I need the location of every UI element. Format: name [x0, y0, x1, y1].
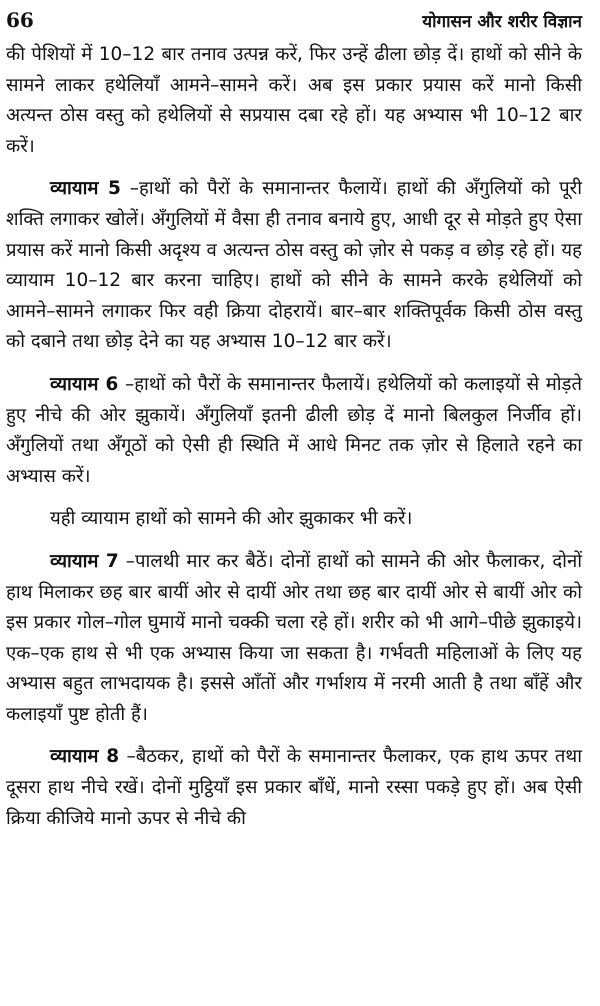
- paragraph-variation: [6, 504, 582, 535]
- paragraph-text: –हाथों को पैरों के समानान्तर फैलायें। हाथों की अँगुलियों को पूरी शक्ति लगाकर खोलें। अँगुलियों में वैसा ही तनाव बनाये हुए, आधी दूर से मोड़ते हुए ऐसा प्रयास करें मानो किसी अदृश्य व अत्यन्त ठोस वस्तु को ज़ोर से पकड़ व छोड़ रहे हों। यह व्यायाम 10–12 बार करना चाहिए। हाथों को सीने के सामने करके हथेलियों को आमने–सामने लगाकर फिर वही क्रिया दोहरायें। बार–बार शक्तिपूर्वक किसी ठोस वस्तु को दबाने तथा छोड़ देने का यह अभ्यास 10–12 बार करें।: [6, 178, 582, 353]
- paragraph-exercise-6: [6, 370, 582, 492]
- paragraph-exercise-8: [6, 742, 582, 834]
- body-text: [6, 40, 582, 834]
- paragraph-text: यही व्यायाम हाथों को सामने की ओर झुकाकर भी करें।: [50, 508, 413, 530]
- paragraph-text: की पेशियों में 10–12 बार तनाव उत्पन्न करें, फिर उन्हें ढीला छोड़ दें। हाथों को सीने के सामने लाकर हथेलियाँ आमने–सामने करें। अब इस प्रकार प्रयास करें मानो किसी अत्यन्त ठोस वस्तु को हथेलियों से सप्रयास दबा रहे हों। यह अभ्यास भी 10–12 बार करें।: [6, 44, 582, 157]
- page-number: 66: [6, 8, 34, 32]
- paragraph-exercise-7: [6, 547, 582, 731]
- paragraph-exercise-5: [6, 174, 582, 358]
- running-title: योगासन और शरीर विज्ञान: [422, 12, 582, 32]
- paragraph-continuation: [6, 40, 582, 162]
- exercise-label: व्यायाम 8: [50, 746, 120, 768]
- paragraph-text: –हाथों को पैरों के समानान्तर फैलायें। हथेलियों को कलाइयों से मोड़ते हुए नीचे की ओर झुकायें। अँगुलियाँ इतनी ढीली छोड़ दें मानो बिलकुल निर्जीव हों। अँगुलियों तथा अँगूठों को ऐसी ही स्थिति में आधे मिनट तक ज़ोर से हिलाते रहने का अभ्यास करें।: [6, 373, 583, 487]
- paragraph-text: –पालथी मार कर बैठें। दोनों हाथों को सामने की ओर फैलाकर, दोनों हाथ मिलाकर छह बार बायीं ओर से दायीं ओर तथा छह बार दायीं ओर से बायीं ओर को इस प्रकार गोल–गोल घुमायें मानो चक्की चला रहे हों। शरीर को भी आगे–पीछे झुकाइये। एक–एक हाथ से भी एक अभ्यास किया जा सकता है। गर्भवती महिलाओं के लिए यह अभ्यास बहुत लाभदायक है। इससे आँतों और गर्भाशय में नरमी आती है तथा बाँहें और कलाइयाँ पुष्ट होती हैं।: [6, 550, 583, 725]
- page-header: [6, 8, 582, 40]
- exercise-label: व्यायाम 7: [50, 550, 119, 572]
- exercise-label: व्यायाम 5: [50, 178, 121, 200]
- paragraph-text: –बैठकर, हाथों को पैरों के समानान्तर फैलाकर, एक हाथ ऊपर तथा दूसरा हाथ नीचे रखें। दोनों मुट्ठियाँ इस प्रकार बाँधें, मानो रस्सा पकड़े हुए हों। अब ऐसी क्रिया कीजिये मानो ऊपर से नीचे की: [6, 746, 583, 829]
- exercise-label: व्यायाम 6: [50, 373, 119, 395]
